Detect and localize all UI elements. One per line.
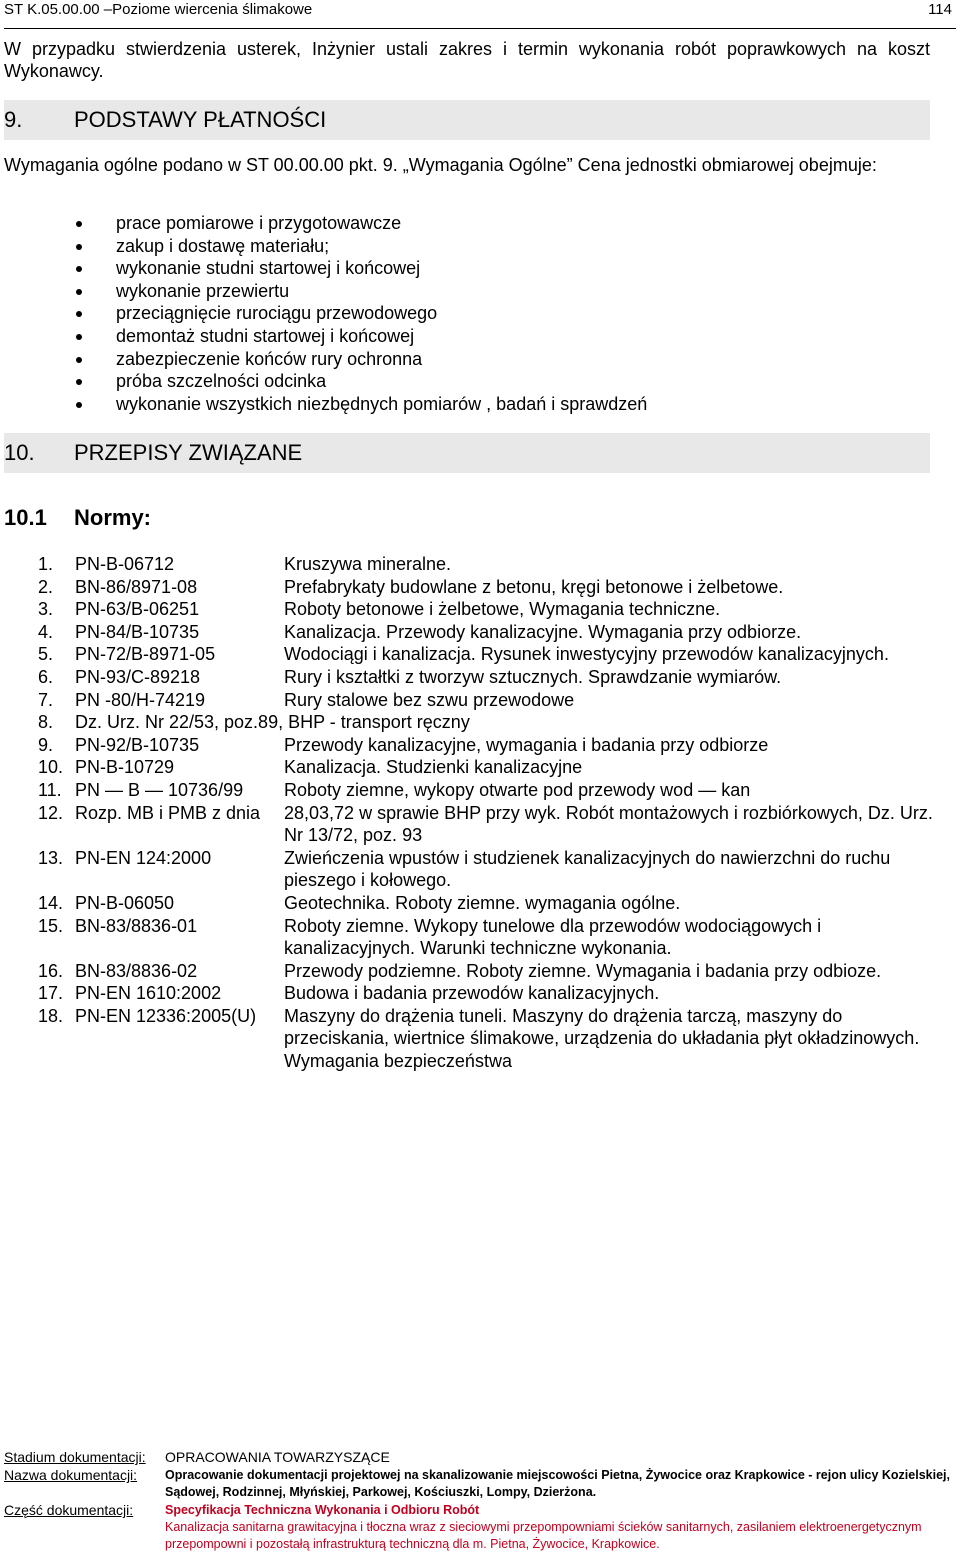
- subsection-number: 10.1: [4, 505, 47, 530]
- norm-number: 18.: [38, 1005, 64, 1026]
- list-item: zakup i dostawę materiału;: [0, 235, 647, 258]
- footer-nazwa: [4, 1467, 956, 1501]
- norm-item: [38, 621, 938, 644]
- norm-description: Prefabrykaty budowlane z betonu, kręgi betonowe i żelbetowe.: [284, 576, 784, 597]
- norm-code: BN-86/8971-08: [75, 576, 198, 597]
- norm-item: [38, 734, 938, 757]
- norm-number: 13.: [38, 847, 64, 868]
- subsection-title: Normy:: [74, 505, 152, 530]
- section-9-heading: [4, 100, 930, 140]
- norm-item: [38, 892, 938, 915]
- page-header: [4, 0, 956, 29]
- norm-code: PN-B-06712: [75, 554, 175, 574]
- norm-description: Roboty betonowe i żelbetowe, Wymagania techniczne.: [284, 599, 721, 620]
- norm-description: Przewody podziemne. Roboty ziemne. Wymagania i badania przy odbioze.: [284, 960, 882, 981]
- norm-item: [38, 802, 938, 847]
- list-item: wykonanie studni startowej i końcowej: [0, 257, 647, 280]
- norm-code: PN-93/C-89218: [75, 666, 201, 687]
- norm-item: [38, 756, 938, 779]
- norm-item: [38, 960, 938, 983]
- footer-label: Stadium dokumentacji:: [4, 1449, 146, 1465]
- list-item: wykonanie wszystkich niezbędnych pomiarów , badań i sprawdzeń: [0, 393, 647, 416]
- footer-detail: Kanalizacja sanitarna grawitacyjna i tłoczna wraz z sieciowymi przepompowniami ścieków sanitarnych, zasilaniem elektroenergetycznym przepompowni i pozostałą infrastrukturą techniczną dla m. Pietna, Żywocice, Krapkowice.: [165, 1520, 922, 1551]
- norm-number: 17.: [38, 983, 64, 1004]
- norm-code: PN-63/B-06251: [75, 599, 200, 620]
- norm-number: 12.: [38, 802, 64, 823]
- section-number: 10.: [4, 440, 35, 465]
- norm-description: Roboty ziemne, wykopy otwarte pod przewody wod — kan: [284, 779, 751, 800]
- footer-value: Opracowanie dokumentacji projektowej na skanalizowanie miejscowości Pietna, Żywocice oraz Krapkowice - rejon ulicy Kozielskiej, Sądowej, Rodzinnej, Młyńskiej, Parkowej, Kościuszki, Lompy, Dzierżona.: [165, 1468, 950, 1499]
- norm-code: PN-84/B-10735: [75, 621, 200, 642]
- intro-paragraph: W przypadku stwierdzenia usterek, Inżynier ustali zakres i termin wykonania robót poprawkowych na koszt Wykonawcy.: [4, 39, 930, 81]
- footer-czesc: [4, 1502, 956, 1553]
- section-number: 9.: [4, 107, 23, 132]
- page-number: 114: [928, 1, 952, 18]
- norm-number: 10.: [38, 757, 64, 778]
- norm-code: PN-EN 124:2000: [75, 847, 212, 868]
- footer-value: OPRACOWANIA TOWARZYSZĄCE: [165, 1449, 390, 1465]
- section-title: PODSTAWY PŁATNOŚCI: [74, 107, 327, 132]
- norm-code: BN-83/8836-01: [75, 915, 198, 936]
- norm-number: 5.: [38, 644, 54, 665]
- norm-number: 6.: [38, 666, 54, 687]
- footer-label: Część dokumentacji:: [4, 1502, 134, 1518]
- list-item: próba szczelności odcinka: [0, 370, 647, 393]
- section-9-paragraph: Wymagania ogólne podano w ST 00.00.00 pkt. 9. „Wymagania Ogólne” Cena jednostki obmiarowej obejmuje:: [4, 155, 877, 175]
- list-item: demontaż studni startowej i końcowej: [0, 325, 647, 348]
- norm-description: Geotechnika. Roboty ziemne. wymagania ogólne.: [284, 892, 681, 913]
- norm-code: PN-EN 12336:2005(U): [75, 1005, 257, 1026]
- norm-number: 8.: [38, 712, 54, 733]
- norm-description: Kanalizacja. Przewody kanalizacyjne. Wymagania przy odbiorze.: [284, 621, 802, 642]
- norm-code: PN — B — 10736/99: [75, 779, 244, 800]
- norm-code: BN-83/8836-02: [75, 960, 198, 981]
- norm-description: Rury i kształtki z tworzyw sztucznych. Sprawdzanie wymiarów.: [284, 666, 782, 687]
- norm-number: 3.: [38, 599, 54, 620]
- norm-number: 1.: [38, 554, 54, 574]
- norm-description: Rury stalowe bez szwu przewodowe: [284, 689, 575, 710]
- norm-item: [38, 643, 938, 666]
- footer-label: Nazwa dokumentacji:: [4, 1467, 138, 1483]
- norm-code: PN-72/B-8971-05: [75, 644, 216, 665]
- norm-item: [38, 598, 938, 621]
- norm-number: 9.: [38, 734, 54, 755]
- norm-number: 16.: [38, 960, 64, 981]
- norm-description: Wodociągi i kanalizacja. Rysunek inwestycyjny przewodów kanalizacyjnych.: [284, 644, 889, 665]
- norm-number: 15.: [38, 915, 64, 936]
- norm-code: PN-B-10729: [75, 757, 175, 778]
- norm-code: PN-B-06050: [75, 892, 175, 913]
- norm-description: 28,03,72 w sprawie BHP przy wyk. Robót montażowych i rozbiórkowych, Dz. Urz. Nr 13/72, poz. 93: [284, 802, 933, 846]
- norm-number: 14.: [38, 892, 64, 913]
- page-footer: [4, 1449, 956, 1553]
- norm-code: PN-92/B-10735: [75, 734, 200, 755]
- norm-code: Dz. Urz. Nr 22/53, poz.89, BHP - transport ręczny: [75, 712, 470, 733]
- norm-item: [38, 553, 938, 576]
- norm-number: 4.: [38, 621, 54, 642]
- norm-code: PN -80/H-74219: [75, 689, 206, 710]
- norms-list: [38, 553, 938, 1073]
- footer-value: Specyfikacja Techniczna Wykonania i Odbioru Robót: [165, 1503, 480, 1517]
- norm-description: Kruszywa mineralne.: [284, 554, 452, 574]
- list-item: wykonanie przewiertu: [0, 280, 647, 303]
- norm-item: [38, 689, 938, 712]
- list-item: zabezpieczenie końców rury ochronna: [0, 348, 647, 371]
- norm-number: 7.: [38, 689, 54, 710]
- norm-item: [38, 982, 938, 1005]
- list-item: przeciągnięcie rurociągu przewodowego: [0, 302, 647, 325]
- norm-item: [38, 666, 938, 689]
- norm-item: [38, 1005, 938, 1073]
- norm-code: Rozp. MB i PMB z dnia: [75, 802, 261, 823]
- norm-description: Zwieńczenia wpustów i studzienek kanalizacyjnych do nawierzchni do ruchu pieszego i kołowego.: [284, 847, 891, 891]
- norm-item: [38, 847, 938, 892]
- norm-description: Budowa i badania przewodów kanalizacyjnych.: [284, 983, 660, 1004]
- section-10-heading: [4, 433, 930, 473]
- norm-item: [38, 576, 938, 599]
- norm-number: 11.: [38, 779, 62, 800]
- norm-code: PN-EN 1610:2002: [75, 983, 222, 1004]
- footer-stadium: [4, 1449, 956, 1466]
- norm-number: 2.: [38, 576, 54, 597]
- cost-items-list: [0, 212, 647, 415]
- norm-description: Roboty ziemne. Wykopy tunelowe dla przewodów wodociągowych i kanalizacyjnych. Warunki techniczne wykonania.: [284, 915, 822, 959]
- list-item: prace pomiarowe i przygotowawcze: [0, 212, 647, 235]
- norm-description: Kanalizacja. Studzienki kanalizacyjne: [284, 757, 583, 778]
- norm-description: Przewody kanalizacyjne, wymagania i badania przy odbiorze: [284, 734, 769, 755]
- norm-item: [38, 779, 938, 802]
- norm-description: Maszyny do drążenia tuneli. Maszyny do drążenia tarczą, maszyny do przeciskania, wiertnice ślimakowe, urządzenia do układania płyt okładzinowych. Wymagania bezpieczeństwa: [284, 1005, 920, 1072]
- norm-item: [38, 711, 938, 734]
- document-title: ST K.05.00.00 –Poziome wiercenia ślimakowe: [4, 1, 313, 18]
- norm-item: [38, 915, 938, 960]
- section-title: PRZEPISY ZWIĄZANE: [74, 440, 303, 465]
